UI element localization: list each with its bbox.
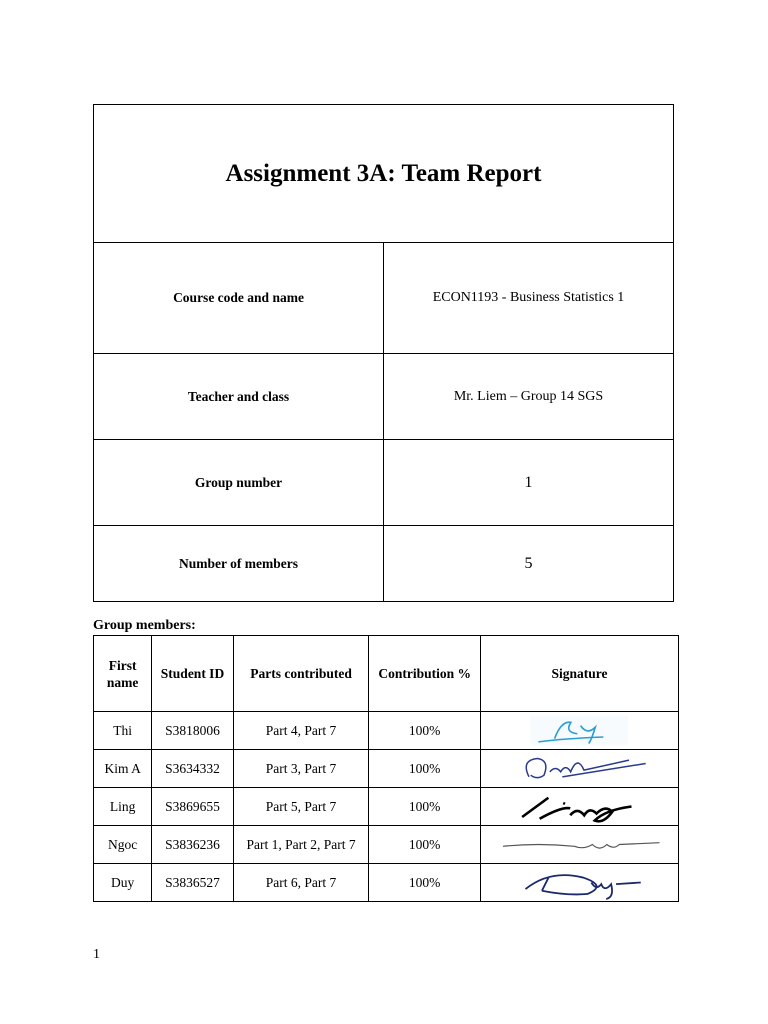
group-members-heading: Group members: — [93, 618, 196, 633]
student-id-cell: S3818006 — [152, 712, 233, 750]
table-row — [94, 826, 679, 864]
student-id-cell: S3634332 — [152, 750, 233, 788]
group-row — [94, 440, 674, 526]
table-row — [94, 788, 679, 826]
signature-stroke — [523, 798, 632, 822]
course-value: ECON1193 - Business Statistics 1 — [384, 243, 674, 354]
contribution-cell: 100% — [369, 750, 481, 788]
members-count-value: 5 — [384, 526, 674, 602]
first-name-cell: Ngoc — [94, 826, 152, 864]
teacher-label: Teacher and class — [94, 354, 384, 440]
cover-info-table — [93, 104, 674, 602]
table-header-row — [94, 636, 679, 712]
first-name-cell: Kim A — [94, 750, 152, 788]
parts-cell: Part 1, Part 2, Part 7 — [233, 826, 369, 864]
signature-cell — [480, 788, 678, 826]
header-first-name: First name — [94, 636, 152, 712]
table-row — [94, 750, 679, 788]
student-id-cell: S3836527 — [152, 864, 233, 902]
course-label: Course code and name — [94, 243, 384, 354]
members-count-row — [94, 526, 674, 602]
teacher-value: Mr. Liem – Group 14 SGS — [384, 354, 674, 440]
signature-image-5 — [509, 864, 649, 901]
student-id-cell: S3836236 — [152, 826, 233, 864]
signature-image-1 — [514, 712, 644, 749]
parts-cell: Part 6, Part 7 — [233, 864, 369, 902]
first-name-cell: Thi — [94, 712, 152, 750]
table-row — [94, 712, 679, 750]
group-label: Group number — [94, 440, 384, 526]
contribution-cell: 100% — [369, 712, 481, 750]
signature-stroke — [527, 759, 646, 778]
document-title: Assignment 3A: Team Report — [225, 159, 542, 187]
signature-cell — [480, 750, 678, 788]
signature-image-4 — [494, 826, 664, 863]
signature-stroke — [526, 875, 641, 899]
signature-cell — [480, 826, 678, 864]
contribution-cell: 100% — [369, 864, 481, 902]
table-row — [94, 864, 679, 902]
group-value: 1 — [384, 440, 674, 526]
members-count-label: Number of members — [94, 526, 384, 602]
first-name-cell: Duy — [94, 864, 152, 902]
header-parts: Parts contributed — [233, 636, 369, 712]
parts-cell: Part 4, Part 7 — [233, 712, 369, 750]
course-row — [94, 243, 674, 354]
page-number: 1 — [93, 947, 100, 962]
parts-cell: Part 5, Part 7 — [233, 788, 369, 826]
parts-cell: Part 3, Part 7 — [233, 750, 369, 788]
signature-image-2 — [504, 750, 654, 787]
contribution-cell: 100% — [369, 788, 481, 826]
signature-stroke — [503, 843, 660, 848]
header-student-id: Student ID — [152, 636, 233, 712]
signature-cell — [480, 712, 678, 750]
title-cell — [94, 105, 674, 243]
student-id-cell: S3869655 — [152, 788, 233, 826]
signature-cell — [480, 864, 678, 902]
signature-image-3 — [509, 788, 649, 825]
first-name-cell: Ling — [94, 788, 152, 826]
contribution-cell: 100% — [369, 826, 481, 864]
header-signature: Signature — [480, 636, 678, 712]
header-contribution: Contribution % — [369, 636, 481, 712]
teacher-row — [94, 354, 674, 440]
group-members-table — [93, 635, 679, 902]
